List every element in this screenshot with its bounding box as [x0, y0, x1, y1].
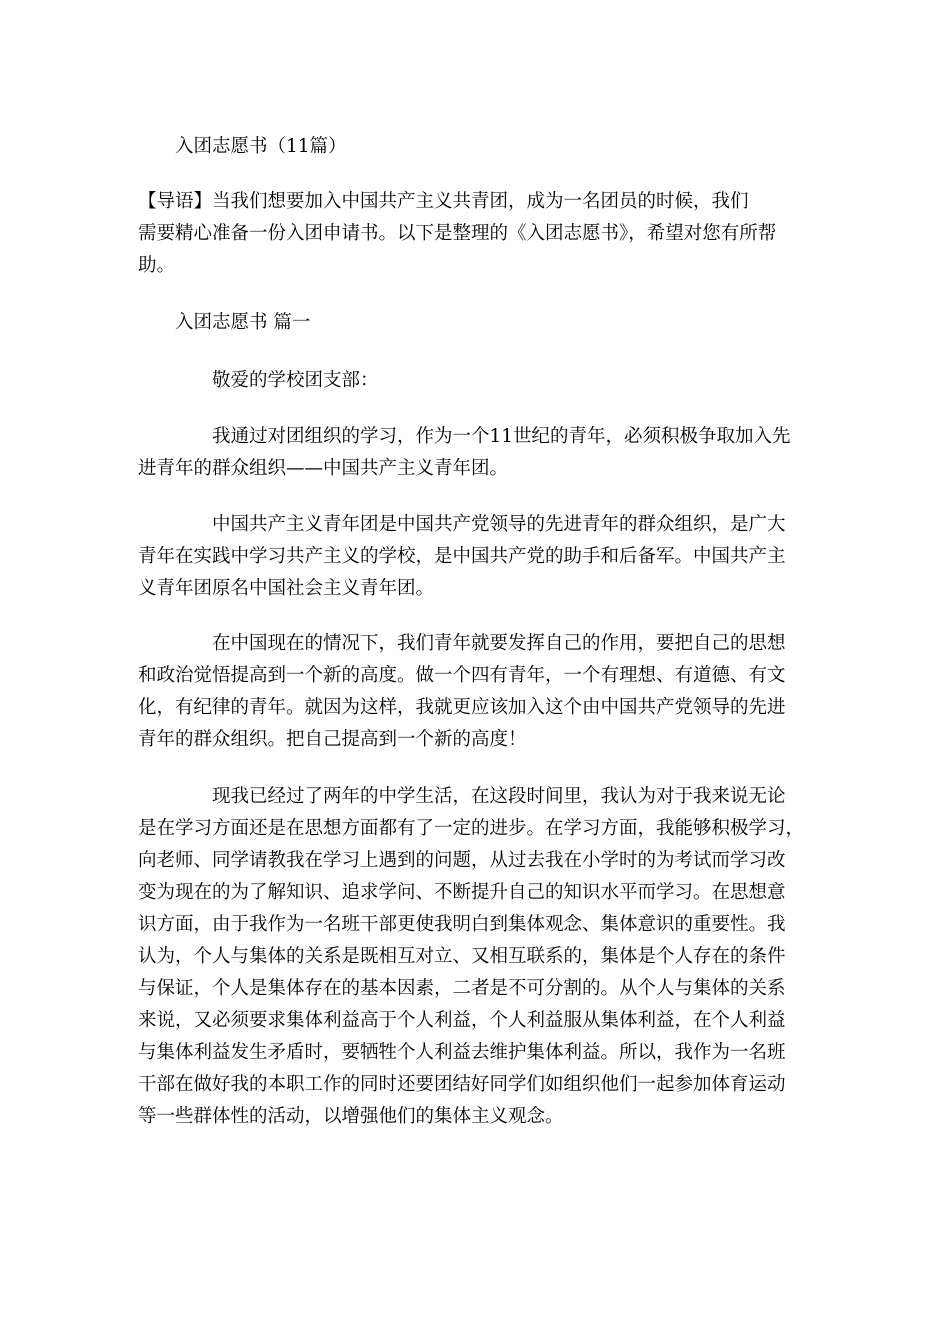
document-title: 入团志愿书（11篇）: [175, 136, 347, 157]
intro-line: 助。: [138, 255, 176, 276]
paragraph-line: 在中国现在的情况下，我们青年就要发挥自己的作用，要把自己的思想: [212, 633, 786, 654]
paragraph-line: 向老师、同学请教我在学习上遇到的问题，从过去我在小学时的为考试而学习改: [138, 850, 786, 871]
paragraph-line: 与集体利益发生矛盾时，要牺牲个人利益去维护集体利益。所以，我作为一名班: [138, 1042, 786, 1063]
intro-line: 【导语】当我们想要加入中国共产主义共青团，成为一名团员的时候，我们: [138, 191, 749, 212]
paragraph-line: 青年的群众组织。把自己提高到一个新的高度！: [138, 729, 527, 750]
paragraph-line: 现我已经过了两年的中学生活，在这段时间里，我认为对于我来说无论: [212, 786, 786, 807]
paragraph-line: 义青年团原名中国社会主义青年团。: [138, 578, 435, 599]
paragraph-line: 变为现在的为了解知识、追求学问、不断提升自己的知识水平而学习。在思想意: [138, 882, 786, 903]
paragraph-line: 中国共产主义青年团是中国共产党领导的先进青年的群众组织，是广大: [212, 514, 786, 535]
paragraph-line: 识方面，由于我作为一名班干部更使我明白到集体观念、集体意识的重要性。我: [138, 914, 786, 935]
paragraph-line: 等一些群体性的活动，以增强他们的集体主义观念。: [138, 1106, 564, 1127]
paragraph-line: 和政治觉悟提高到一个新的高度。做一个四有青年，一个有理想、有道德、有文: [138, 665, 786, 686]
paragraph-line: 进青年的群众组织——中国共产主义青年团。: [138, 458, 509, 479]
paragraph-line: 认为，个人与集体的关系是既相互对立、又相互联系的，集体是个人存在的条件: [138, 946, 786, 967]
paragraph-line: 我通过对团组织的学习，作为一个11世纪的青年，必须积极争取加入先: [212, 426, 791, 447]
paragraph-line: 来说，又必须要求集体利益高于个人利益，个人利益服从集体利益，在个人利益: [138, 1010, 786, 1031]
paragraph-line: 化，有纪律的青年。就因为这样，我就更应该加入这个由中国共产党领导的先进: [138, 697, 786, 718]
paragraph-line: 青年在实践中学习共产主义的学校，是中国共产党的助手和后备军。中国共产主: [138, 546, 786, 567]
section-heading: 入团志愿书 篇一: [175, 312, 311, 333]
salutation: 敬爱的学校团支部：: [212, 370, 379, 391]
intro-line: 需要精心准备一份入团申请书。以下是整理的《入团志愿书》，希望对您有所帮: [138, 223, 777, 244]
paragraph-line: 干部在做好我的本职工作的同时还要团结好同学们如组织他们一起参加体育运动: [138, 1074, 786, 1095]
paragraph-line: 是在学习方面还是在思想方面都有了一定的进步。在学习方面，我能够积极学习，: [138, 818, 805, 839]
paragraph-line: 与保证，个人是集体存在的基本因素，二者是不可分割的。从个人与集体的关系: [138, 978, 786, 999]
